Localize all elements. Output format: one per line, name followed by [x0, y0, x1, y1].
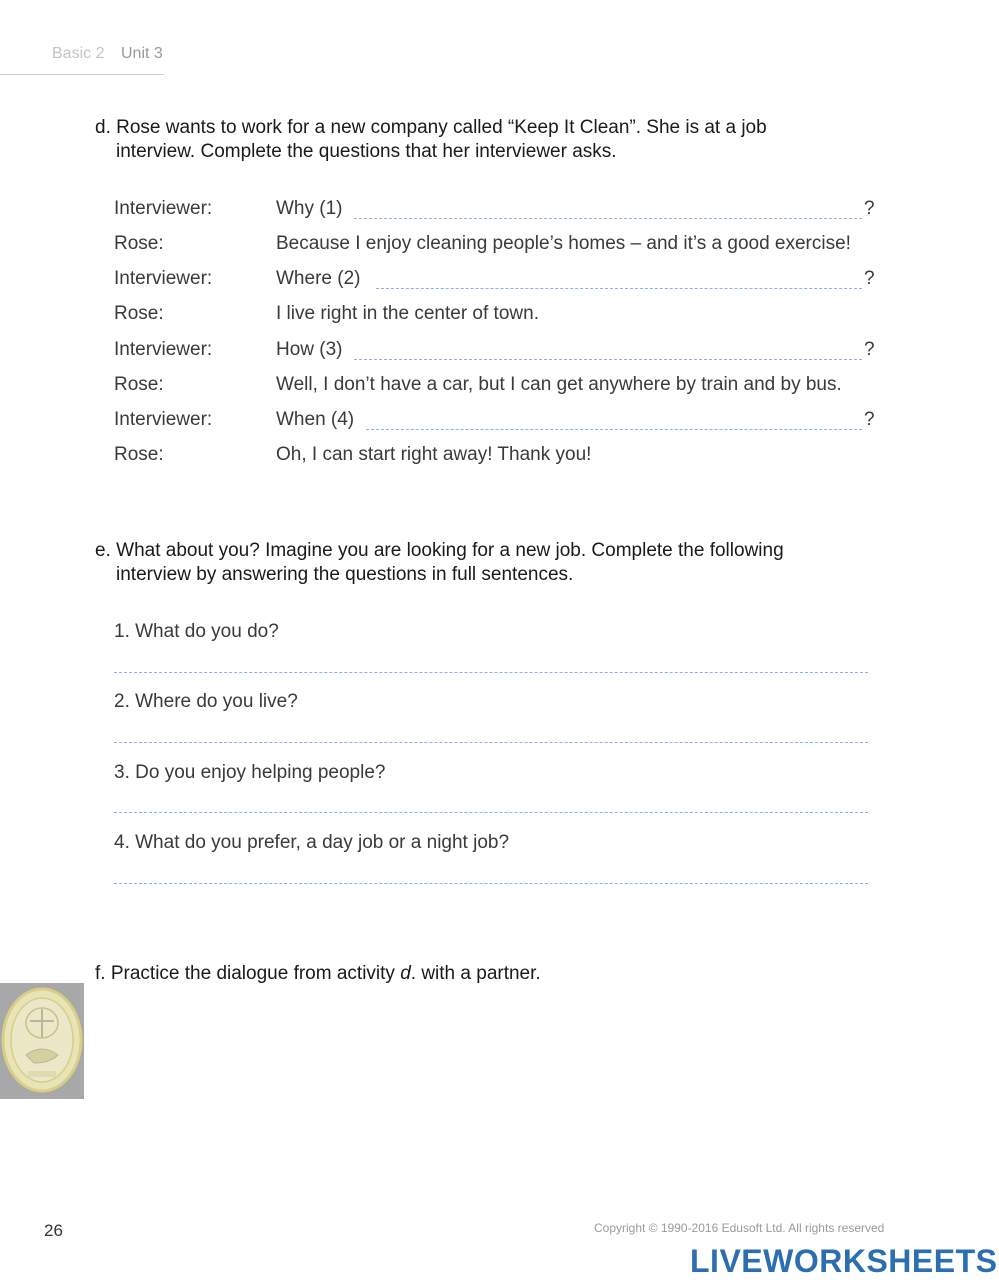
answer-line-1[interactable] — [114, 672, 868, 673]
answer-blank-1[interactable] — [354, 218, 862, 219]
question-1: 1. What do you do? — [114, 621, 279, 642]
answer-blank-4[interactable] — [366, 429, 862, 430]
answer-line-2[interactable] — [114, 742, 868, 743]
dialogue-line — [276, 409, 876, 433]
dialogue-line — [276, 198, 876, 222]
dialogue-speaker: Interviewer: — [114, 339, 213, 360]
university-seal-icon — [0, 983, 84, 1099]
liveworksheets-logo[interactable]: LIVEWORKSHEETS — [690, 1243, 998, 1279]
dialogue-text: Well, I don’t have a car, but I can get anywhere by train and by bus. — [276, 374, 842, 395]
answer-line-4[interactable] — [114, 883, 868, 884]
dialogue-speaker: Rose: — [114, 303, 164, 324]
copyright-text: Copyright © 1990-2016 Edusoft Ltd. All rights reserved — [594, 1221, 885, 1235]
activity-f-instruction — [95, 962, 855, 986]
question-4: 4. What do you prefer, a day job or a night job? — [114, 832, 510, 853]
activity-d-letter: d. — [95, 117, 111, 138]
answer-blank-2[interactable] — [376, 288, 862, 289]
dialogue-line — [276, 339, 876, 363]
dialogue-speaker: Interviewer: — [114, 268, 213, 289]
activity-d-instruction-line1: Rose wants to work for a new company called “Keep It Clean”. She is at a job — [116, 117, 767, 138]
dialogue-speaker: Interviewer: — [114, 409, 213, 430]
dialogue-speaker: Rose: — [114, 233, 164, 254]
activity-e-instruction-line1: What about you? Imagine you are looking for a new job. Complete the following — [116, 540, 784, 561]
page-number: 26 — [44, 1221, 63, 1240]
dialogue-line — [276, 268, 876, 292]
answer-line-3[interactable] — [114, 812, 868, 813]
dialogue-text: I live right in the center of town. — [276, 303, 539, 324]
activity-e-instruction-line2: interview by answering the questions in full sentences. — [116, 564, 574, 585]
question-3: 3. Do you enjoy helping people? — [114, 762, 386, 783]
header-unit: Unit 3 — [121, 45, 163, 62]
activity-f-letter: f. — [95, 963, 106, 984]
activity-d-instruction — [95, 116, 855, 164]
dialogue-text: Because I enjoy cleaning people’s homes – and it’s a good exercise! — [276, 233, 851, 254]
dialogue-text: How (3) — [276, 339, 343, 360]
question-mark: ? — [864, 339, 875, 360]
activity-d-instruction-line2: interview. Complete the questions that her interviewer asks. — [116, 141, 617, 162]
activity-e-instruction — [95, 539, 855, 587]
dialogue-speaker: Rose: — [114, 374, 164, 395]
question-2: 2. Where do you live? — [114, 691, 298, 712]
dialogue-text: Oh, I can start right away! Thank you! — [276, 444, 592, 465]
activity-e-letter: e. — [95, 540, 111, 561]
question-mark: ? — [864, 198, 875, 219]
dialogue-text: When (4) — [276, 409, 355, 430]
answer-blank-3[interactable] — [354, 359, 862, 360]
dialogue-speaker: Interviewer: — [114, 198, 213, 219]
activity-f-emphasis: d — [400, 963, 411, 984]
question-mark: ? — [864, 409, 875, 430]
activity-f-text: Practice the dialogue from activity — [110, 963, 401, 984]
dialogue-text: Why (1) — [276, 198, 343, 219]
question-mark: ? — [864, 268, 875, 289]
dialogue-text: Where (2) — [276, 268, 361, 289]
dialogue-speaker: Rose: — [114, 444, 164, 465]
header-divider — [0, 74, 164, 75]
seal-graphic — [0, 983, 84, 1099]
header-book: Basic 2 — [52, 45, 105, 62]
activity-f-text-end: . with a partner. — [410, 963, 541, 984]
